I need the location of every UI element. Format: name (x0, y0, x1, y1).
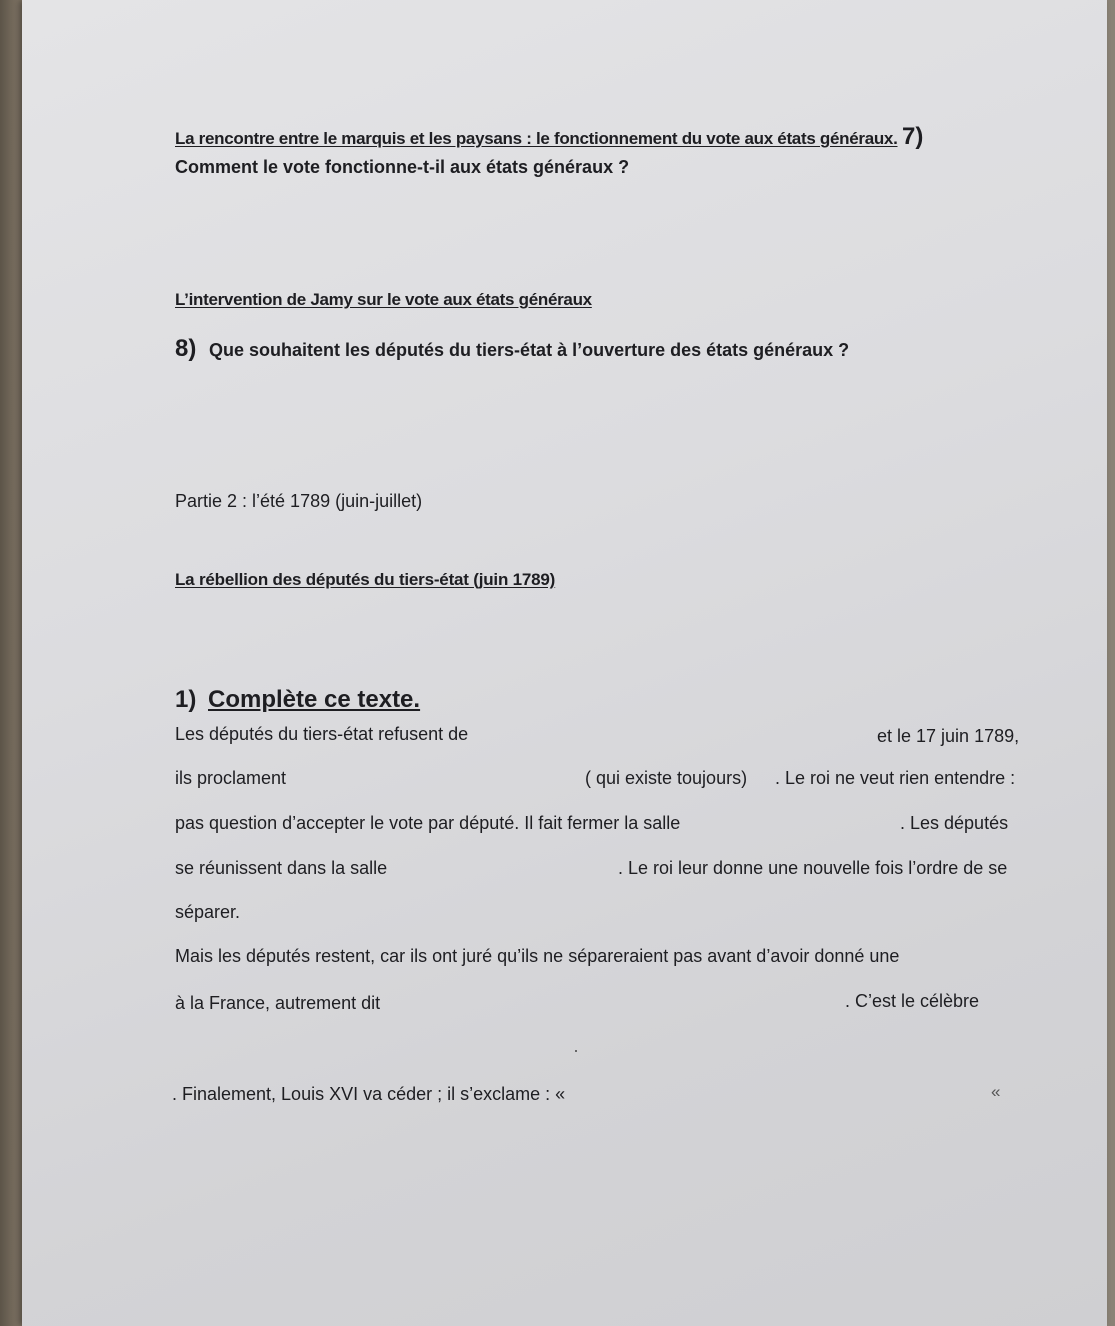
stray-dot (575, 1050, 577, 1052)
exercise-number: 1) (175, 686, 197, 713)
worksheet-page (22, 0, 1107, 1326)
text-line4-right: . Le roi leur donne une nouvelle fois l’ordre de se (618, 858, 1008, 878)
part2-title: Partie 2 : l’été 1789 (juin-juillet) (175, 491, 423, 511)
exercise-title: Complète ce texte. (208, 686, 421, 713)
text-line1-right: et le 17 juin 1789, (877, 726, 1020, 746)
q8-number: 8) (175, 335, 197, 362)
text-line1-left: Les députés du tiers-état refusent de (175, 724, 469, 744)
text-line7-left: à la France, autrement dit (175, 993, 381, 1013)
text-line7-right: . C’est le célèbre (845, 991, 980, 1011)
text-line3-left: pas question d’accepter le vote par député. Il fait fermer la salle (175, 813, 681, 833)
text-line2-right: . Le roi ne veut rien entendre : (775, 768, 1016, 788)
q7-heading: La rencontre entre le marquis et les paysans : le fonctionnement du vote aux états généraux. (175, 129, 898, 148)
text-line6: Mais les députés restent, car ils ont juré qu’ils ne sépareraient pas avant d’avoir donné une (175, 946, 900, 966)
text-line5: séparer. (175, 902, 241, 922)
text-line2-mid: ( qui existe toujours) (585, 768, 748, 788)
text-line8-right: « (991, 1082, 1001, 1101)
text-line3-right: . Les députés (900, 813, 1009, 833)
part2-subheading: La rébellion des députés du tiers-état (juin 1789) (175, 570, 556, 589)
text-line8-left: . Finalement, Louis XVI va céder ; il s’exclame : « (172, 1084, 566, 1104)
text-line2-left: ils proclament (175, 768, 287, 788)
q8-heading: L’intervention de Jamy sur le vote aux états généraux (175, 290, 592, 309)
text-line4-left: se réunissent dans la salle (175, 858, 388, 878)
q8-question: Que souhaitent les députés du tiers-état à l’ouverture des états généraux ? (209, 340, 850, 360)
q7-number: 7) (902, 123, 924, 150)
q7-question: Comment le vote fonctionne-t-il aux états généraux ? (175, 157, 630, 177)
